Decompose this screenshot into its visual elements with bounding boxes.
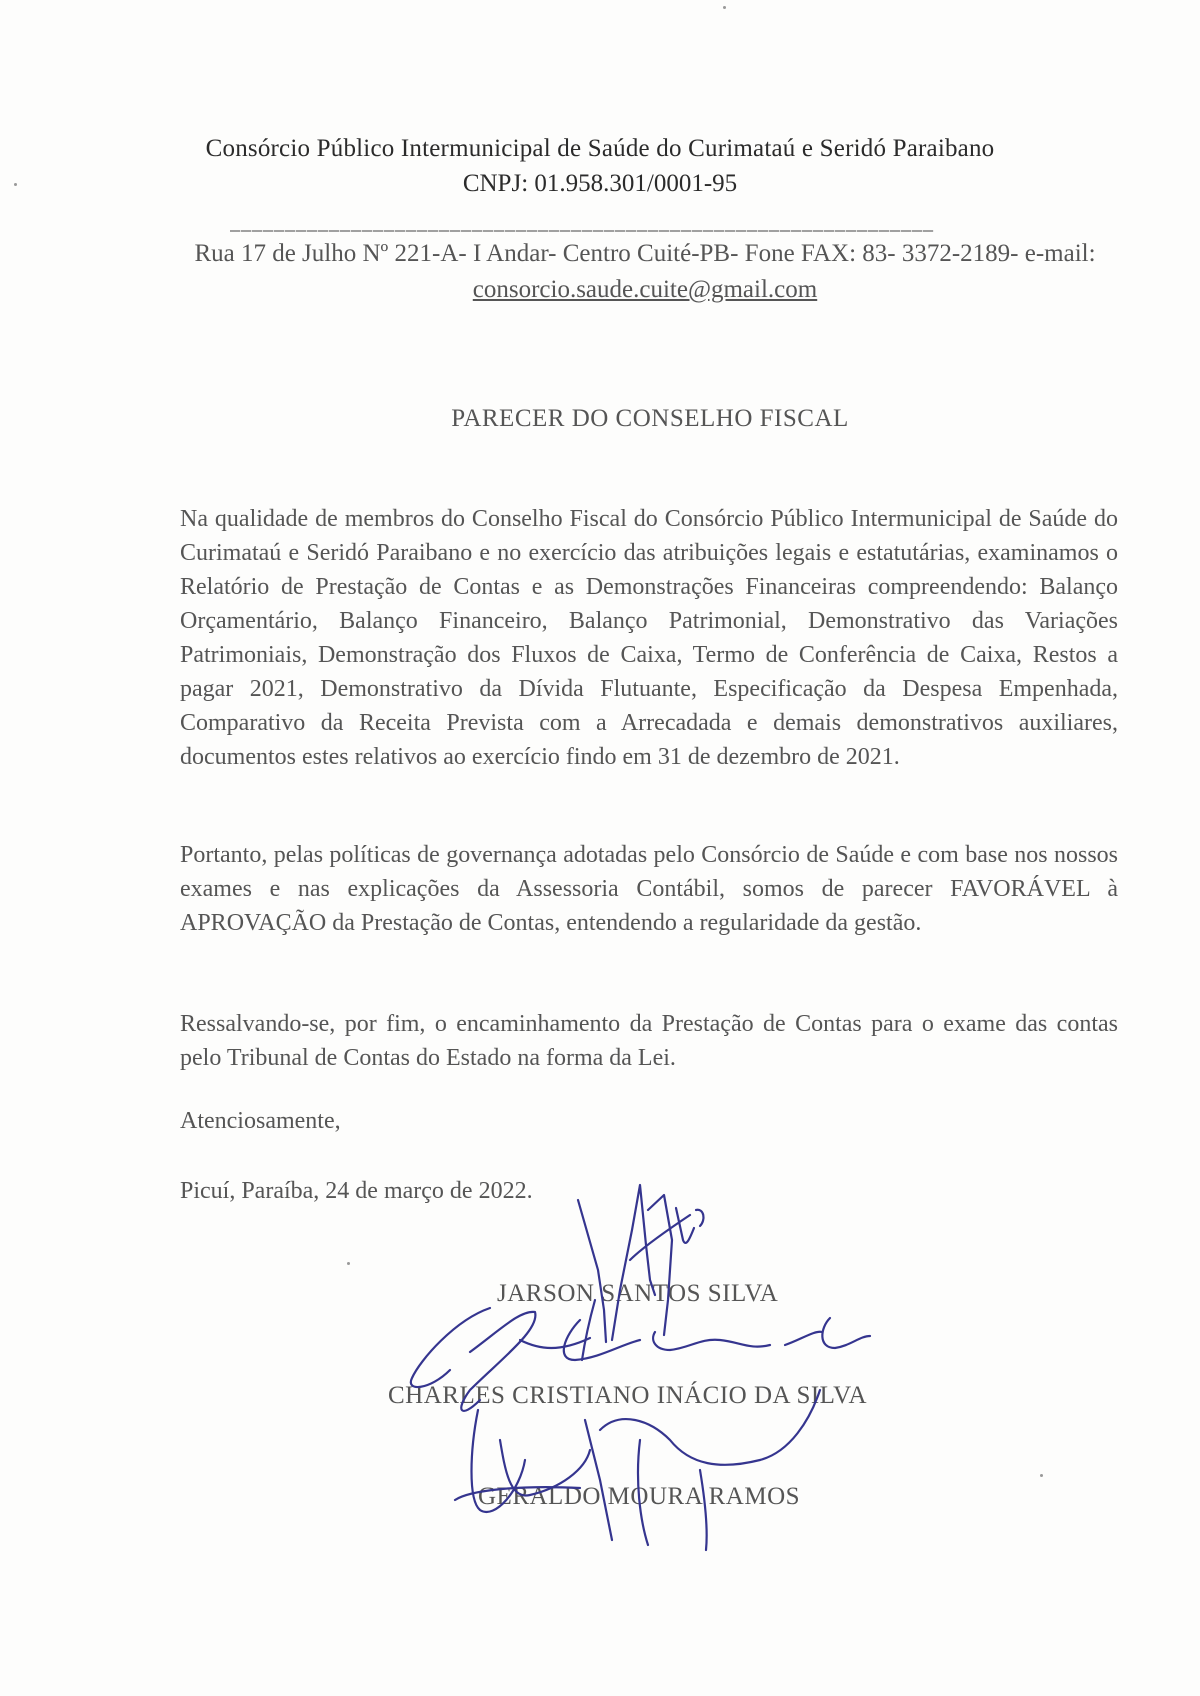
signer-name-2: CHARLES CRISTIANO INÁCIO DA SILVA (388, 1382, 868, 1409)
signer-name-3: GERALDO MOURA RAMOS (478, 1483, 801, 1510)
paper-speck (723, 6, 726, 9)
paragraph-reservation: Ressalvando-se, por fim, o encaminhamento da Prestação de Contas para o exame das contas pelo Tribunal de Contas do Estado na forma da Lei. (180, 1011, 1118, 1071)
paper-speck (347, 1262, 350, 1265)
place-and-date: Picuí, Paraíba, 24 de março de 2022. (180, 1178, 533, 1204)
signature-3 (455, 1390, 820, 1550)
paragraph-opinion: Portanto, pelas políticas de governança adotadas pelo Consórcio de Saúde e com base nos nossos exames e nas explicações da Assessoria Contábil, somos de parecer FAVORÁVEL à APROVAÇÃO da Prestação de Contas, entendendo a regularidade da gestão. (180, 842, 1118, 936)
paragraph-examination: Na qualidade de membros do Conselho Fiscal do Consórcio Público Intermunicipal de Saúde do Curimataú e Seridó Paraibano e no exercício das atribuições legais e estatutárias, examinamos o Relatório de Prestação de Contas e as Demonstrações Financeiras compreendendo: Balanço Orçamentário, Balanço Financeiro, Balanço Patrimonial, Demonstrativo das Variações Patrimoniais, Demonstração dos Fluxos de Caixa, Termo de Conferência de Caixa, Restos a pagar 2021, Demonstrativo da Dívida Flutuante, Especificação da Despesa Empenhada, Comparativo da Receita Prevista com a Arrecadada e demais demonstrativos auxiliares, documentos estes relativos ao exercício findo em 31 de dezembro de 2021. (180, 506, 1118, 770)
email-link[interactable]: consorcio.saude.cuite@gmail.com (472, 276, 818, 303)
address-text: Rua 17 de Julho Nº 221-A- I Andar- Centro Cuité-PB- Fone FAX: 83- 3372-2189- e-mail: (194, 240, 1096, 267)
organization-name: Consórcio Público Intermunicipal de Saúde do Curimataú e Seridó Paraibano (205, 135, 995, 162)
paper-speck (1040, 1474, 1043, 1477)
header-divider: ________________________________________________________________ (230, 212, 934, 234)
cnpj-line: CNPJ: 01.958.301/0001-95 (462, 170, 738, 197)
address-block (180, 236, 1110, 308)
signer-name-1: JARSON SANTOS SILVA (497, 1280, 779, 1307)
document-title: PARECER DO CONSELHO FISCAL (451, 405, 849, 432)
paper-speck (14, 183, 17, 186)
closing-salutation: Atenciosamente, (180, 1108, 341, 1134)
signature-1 (578, 1185, 703, 1342)
